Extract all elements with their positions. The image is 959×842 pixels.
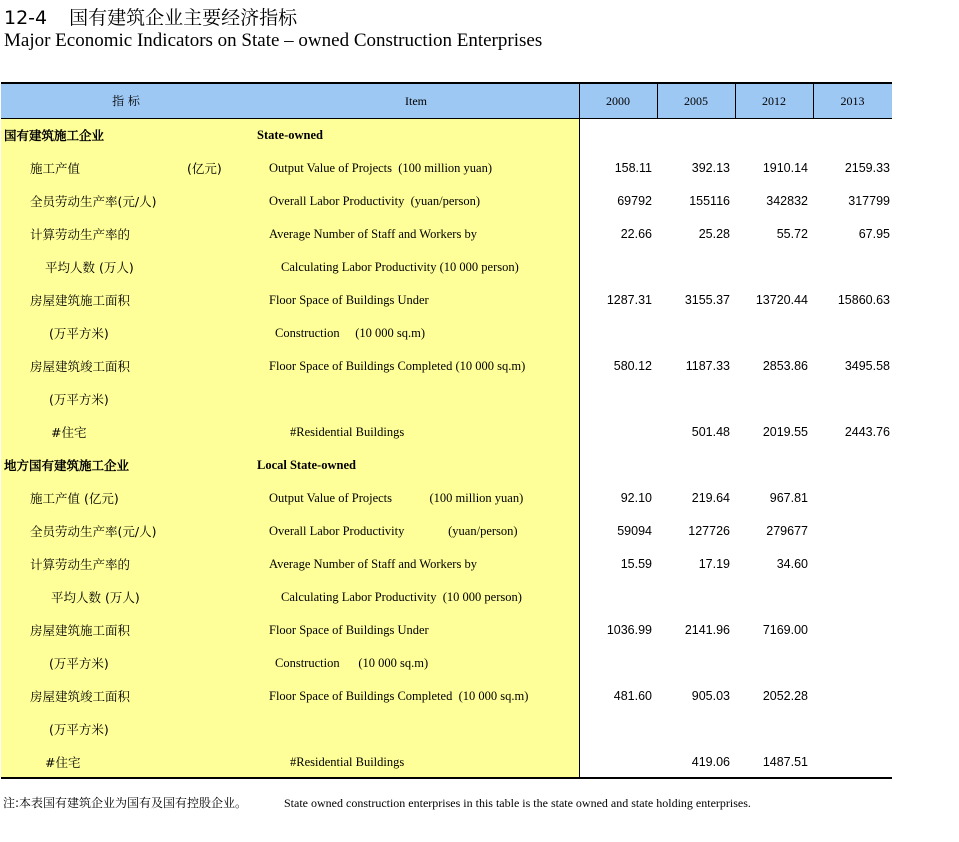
row-label-en: Overall Labor Productivity (yuan/person) [269, 194, 481, 208]
value-cell: 59094 [617, 524, 652, 538]
row-label-en: #Residential Buildings [290, 425, 405, 439]
row-label-en: Average Number of Staff and Workers by [269, 557, 477, 571]
value-cell: 1487.51 [762, 755, 808, 769]
value-cell [730, 119, 808, 152]
value-cell: 2019.55 [762, 425, 808, 439]
row-label-cn: (万平方米) [49, 326, 109, 341]
table-number: 12-4 [4, 7, 48, 29]
value-cell [652, 251, 730, 284]
value-cell [812, 548, 890, 581]
row-label-en: Calculating Labor Productivity (10 000 person) [281, 260, 519, 274]
value-cell: 342832 [766, 194, 808, 208]
value-cell: 22.66 [620, 227, 652, 241]
value-cell: 1910.14 [762, 161, 808, 175]
value-cell: 2052.28 [762, 689, 808, 703]
header-year-2013: 2013 [840, 94, 865, 108]
value-cell: 905.03 [691, 689, 730, 703]
value-cell: 158.11 [614, 161, 652, 175]
row-label-cn: 房屋建筑施工面积 [30, 623, 131, 638]
value-cell: 219.64 [691, 491, 730, 505]
row-label-en: Floor Space of Buildings Under [269, 293, 429, 307]
value-cell: 967.81 [769, 491, 808, 505]
value-cell: 2443.76 [844, 425, 890, 439]
value-cell: 34.60 [776, 557, 808, 571]
value-cell: 580.12 [613, 359, 652, 373]
row-label-en: Construction (10 000 sq.m) [275, 656, 429, 670]
value-cell [812, 515, 890, 548]
value-cell: 7169.00 [762, 623, 808, 637]
row-label-cn: 房屋建筑竣工面积 [30, 689, 131, 704]
value-cell [652, 647, 730, 680]
row-label-cn: 施工产值 (亿元) [30, 491, 119, 506]
value-cell [730, 449, 808, 482]
row-label-cn: 房屋建筑竣工面积 [30, 359, 131, 374]
header-divider-1 [657, 84, 658, 118]
value-cell [574, 449, 652, 482]
value-cell: 15.59 [620, 557, 652, 571]
value-cell [574, 119, 652, 152]
value-cell [652, 581, 730, 614]
value-cell: 67.95 [858, 227, 890, 241]
value-cell [574, 746, 652, 779]
value-cell [652, 119, 730, 152]
value-cell [652, 383, 730, 416]
value-cell: 279677 [766, 524, 808, 538]
row-label-cn: 全员劳动生产率(元/人) [30, 194, 157, 209]
value-cell: 392.13 [691, 161, 730, 175]
header-divider-2 [735, 84, 736, 118]
value-cell: 15860.63 [837, 293, 890, 307]
value-cell [652, 317, 730, 350]
footnote-cn: 注:本表国有建筑企业为国有及国有控股企业。 [3, 796, 248, 810]
value-cell: 501.48 [691, 425, 730, 439]
row-label-cn: 国有建筑施工企业 [4, 128, 105, 143]
header-item-cn: 指 标 [112, 94, 140, 108]
value-cell [574, 383, 652, 416]
row-label-en: Local State-owned [257, 458, 356, 472]
row-label-en: State-owned [257, 128, 323, 142]
value-cell [730, 383, 808, 416]
value-cell [812, 449, 890, 482]
value-cell: 25.28 [698, 227, 730, 241]
header-year-2000: 2000 [606, 94, 630, 108]
row-label-cn: #住宅 [45, 755, 81, 770]
value-cell: 3495.58 [844, 359, 890, 373]
value-cell [812, 383, 890, 416]
row-label-en: Calculating Labor Productivity (10 000 person) [281, 590, 522, 604]
value-cell: 1287.31 [606, 293, 652, 307]
header-divider-3 [813, 84, 814, 118]
value-cell: 55.72 [776, 227, 808, 241]
value-cell [812, 680, 890, 713]
value-cell [730, 317, 808, 350]
value-cell: 92.10 [620, 491, 652, 505]
page-title-en: Major Economic Indicators on State – owned Construction Enterprises [4, 30, 543, 51]
value-cell [574, 317, 652, 350]
value-cell: 3155.37 [684, 293, 730, 307]
value-cell: 17.19 [698, 557, 730, 571]
footnote-en: State owned construction enterprises in this table is the state owned and state holding enterprises. [284, 796, 751, 810]
value-cell: 317799 [848, 194, 890, 208]
value-cell [812, 317, 890, 350]
row-label-cn: 施工产值 [30, 161, 81, 176]
value-cell: 155116 [689, 194, 730, 208]
value-cell [812, 647, 890, 680]
value-cell [652, 713, 730, 746]
value-cell [812, 251, 890, 284]
title-cn-text: 国有建筑企业主要经济指标 [69, 7, 298, 29]
row-label-cn: 平均人数 (万人) [51, 590, 140, 605]
row-label-en: Overall Labor Productivity (yuan/person) [269, 524, 518, 538]
row-label-en: Floor Space of Buildings Completed (10 000 sq.m) [269, 359, 526, 373]
row-label-en: Output Value of Projects (100 million yuan) [269, 491, 524, 505]
row-label-cn: 计算劳动生产率的 [30, 227, 131, 242]
value-cell [730, 713, 808, 746]
row-label-en: Average Number of Staff and Workers by [269, 227, 477, 241]
row-label-cn: (万平方米) [49, 392, 109, 407]
row-label-cn: (万平方米) [49, 656, 109, 671]
header-year-2005: 2005 [684, 94, 708, 108]
row-label-cn: #住宅 [51, 425, 87, 440]
value-cell: 2141.96 [684, 623, 730, 637]
value-cell [574, 416, 652, 449]
value-cell [812, 746, 890, 779]
value-cell [812, 713, 890, 746]
row-label-cn: 平均人数 (万人) [45, 260, 134, 275]
header-year-2012: 2012 [762, 94, 786, 108]
value-cell: 127726 [688, 524, 730, 538]
row-label-cn: (万平方米) [49, 722, 109, 737]
header-item-en: Item [405, 94, 427, 108]
header-row [1, 84, 892, 118]
value-cell: 1036.99 [606, 623, 652, 637]
value-cell: 2159.33 [844, 161, 890, 175]
page-title-cn [4, 3, 297, 30]
value-cell [574, 251, 652, 284]
value-cell: 481.60 [613, 689, 652, 703]
value-cell [730, 647, 808, 680]
value-cell: 1187.33 [685, 359, 730, 373]
row-label-en: Floor Space of Buildings Under [269, 623, 429, 637]
row-label-en: Floor Space of Buildings Completed (10 000 sq.m) [269, 689, 529, 703]
value-cell [812, 482, 890, 515]
value-cell [730, 581, 808, 614]
value-cell [574, 713, 652, 746]
value-cell [652, 449, 730, 482]
row-label-cn: 全员劳动生产率(元/人) [30, 524, 157, 539]
value-cell: 2853.86 [762, 359, 808, 373]
value-cell: 69792 [617, 194, 652, 208]
value-cell [574, 647, 652, 680]
value-cell: 13720.44 [755, 293, 808, 307]
value-cell [730, 251, 808, 284]
row-label-cn: 房屋建筑施工面积 [30, 293, 131, 308]
row-unit-cn: (亿元) [187, 161, 222, 176]
value-cell [812, 119, 890, 152]
row-label-en: Output Value of Projects (100 million yuan) [269, 161, 493, 175]
row-label-en: #Residential Buildings [290, 755, 405, 769]
value-cell [812, 614, 890, 647]
value-cell: 419.06 [691, 755, 730, 769]
row-label-cn: 计算劳动生产率的 [30, 557, 131, 572]
value-cell [812, 581, 890, 614]
row-label-cn: 地方国有建筑施工企业 [4, 458, 130, 473]
value-cell [574, 581, 652, 614]
row-label-en: Construction (10 000 sq.m) [275, 326, 425, 340]
